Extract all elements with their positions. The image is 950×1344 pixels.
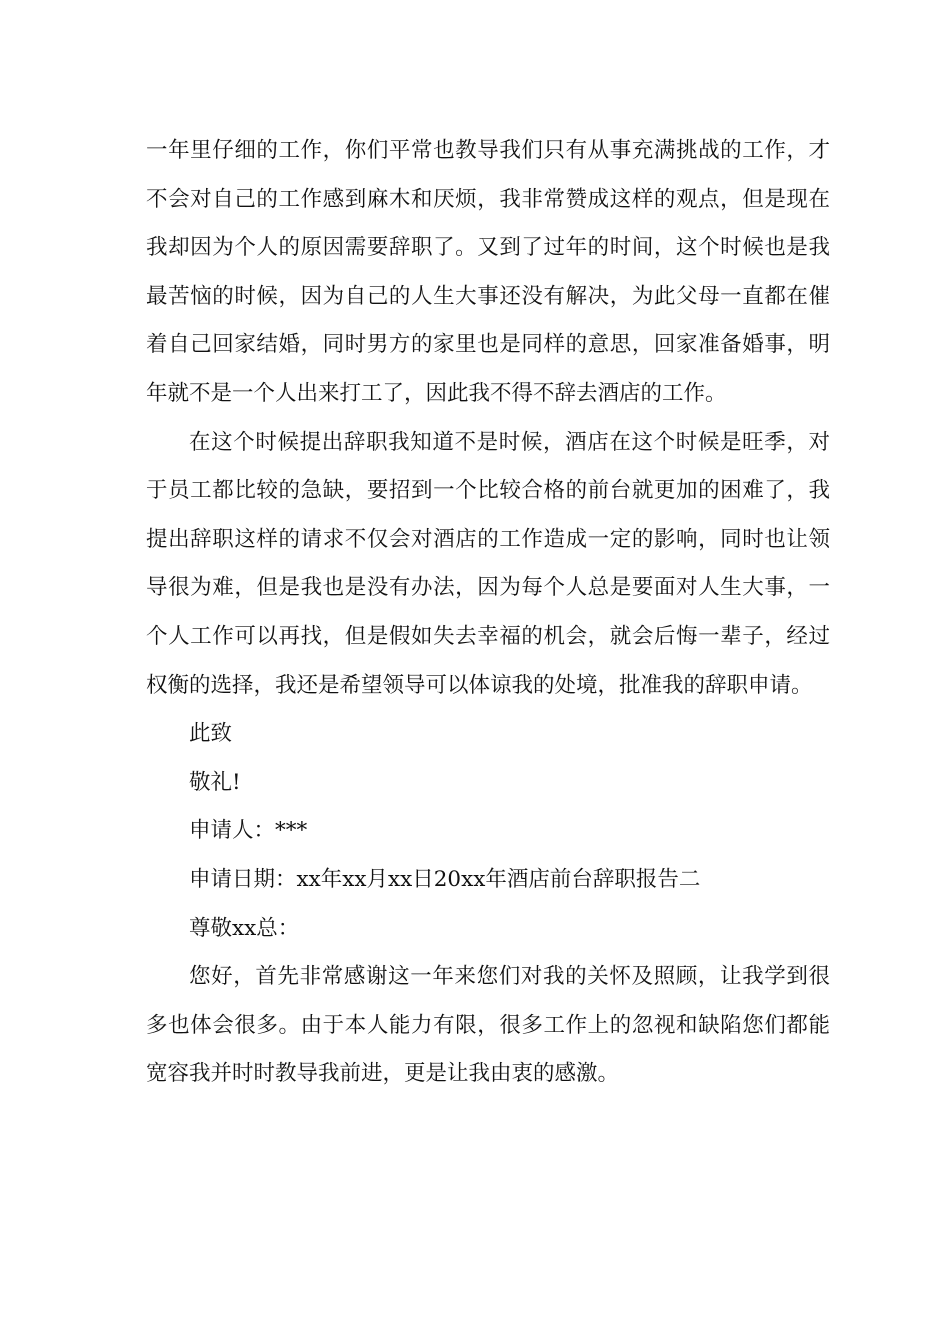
paragraph-thanks: 您好，首先非常感谢这一年来您们对我的关怀及照顾，让我学到很多也体会很多。由于本人能力有限，很多工作上的忽视和缺陷您们都能宽容我并时时教导我前进，更是让我由衷的感激。	[146, 964, 830, 1087]
document-body	[146, 127, 830, 1099]
salute-line: 敬礼!	[189, 769, 241, 795]
paragraph-continuation: 一年里仔细的工作，你们平常也教导我们只有从事充满挑战的工作，才不会对自己的工作感到麻木和厌烦，我非常赞成这样的观点，但是现在我却因为个人的原因需要辞职了。又到了过年的时间，这个时候也是我最苦恼的时候，因为自己的人生大事还没有解决，为此父母一直都在催着自己回家结婚，同时男方的家里也是同样的意思，回家准备婚事，明年就不是一个人出来打工了，因此我不得不辞去酒店的工作。	[146, 138, 830, 406]
applicant-line: 申请人：***	[189, 818, 308, 844]
paragraph-reason: 在这个时候提出辞职我知道不是时候，酒店在这个时候是旺季，对于员工都比较的急缺，要招到一个比较合格的前台就更加的困难了，我提出辞职这样的请求不仅会对酒店的工作造成一定的影响，同时也让领导很为难，但是我也是没有办法，因为每个人总是要面对人生大事，一个人工作可以再找，但是假如失去幸福的机会，就会后悔一辈子，经过权衡的选择，我还是希望领导可以体谅我的处境，批准我的辞职申请。	[146, 429, 830, 698]
greeting-line: 尊敬xx总：	[189, 915, 300, 941]
date-title-line: 申请日期：xx年xx月xx日20xx年酒店前台辞职报告二	[189, 866, 701, 892]
closing-line: 此致	[189, 721, 233, 747]
